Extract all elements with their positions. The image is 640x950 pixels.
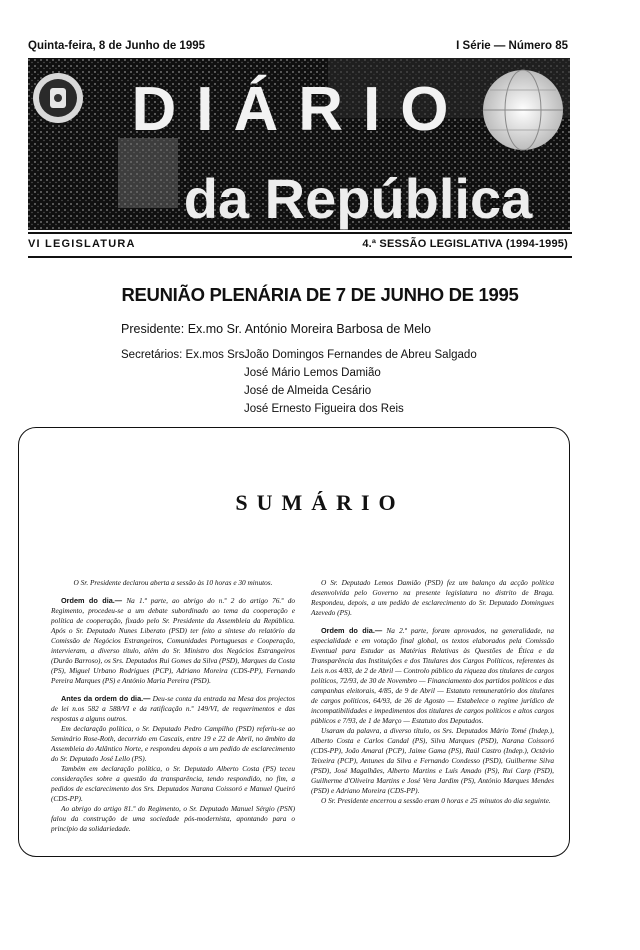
summary-heading: SUMÁRIO	[235, 490, 405, 515]
issue-header	[28, 40, 568, 52]
coat-of-arms-icon	[33, 73, 83, 123]
section-lead: Ordem do dia.—	[61, 596, 123, 605]
summary-paragraph: O Sr. Deputado Lemos Damião (PSD) fez um balanço da acção política desenvolvida pelo Governo na presente legislatura no distrito de Braga. Respondeu, depois, a um pedido de esclarecimento do Sr. Deputado Domingues Azevedo (PS).	[311, 578, 554, 617]
rule-bottom	[28, 256, 572, 258]
page-title: REUNIÃO PLENÁRIA DE 7 DE JUNHO DE 1995	[121, 284, 519, 305]
legislature-label: VI LEGISLATURA	[28, 238, 136, 250]
secretary-name: José Ernesto Figueira dos Reis	[244, 403, 404, 415]
secretaries-label: Secretários: Ex.mos Srs.	[121, 349, 248, 361]
globe-icon	[483, 70, 563, 150]
summary-paragraph: O Sr. Presidente encerrou a sessão eram 0 horas e 25 minutos do dia seguinte.	[321, 796, 551, 805]
president-line	[121, 322, 431, 336]
section-lead: Ordem do dia.—	[321, 626, 383, 635]
president-name: António Moreira Barbosa de Melo	[244, 322, 431, 336]
masthead-banner	[28, 58, 570, 230]
summary-column-right	[311, 578, 554, 806]
masthead-word-republica: da República	[183, 167, 533, 230]
summary-paragraph: Também em declaração política, o Sr. Deputado Alberto Costa (PS) teceu considerações sobre a questão da transparência, tendo respondido, no fim, a pedidos de esclarecimento dos Srs. Deputados Narana Coissoró e Manuel Queiró (CDS-PP).	[51, 764, 295, 803]
president-label: Presidente: Ex.mo Sr.	[121, 322, 242, 336]
secretaries-list	[244, 349, 477, 421]
rule-top	[28, 232, 572, 234]
summary-paragraph: Antes da ordem do dia.— Deu-se conta da entrada na Mesa dos projectos de lei n.os 582 a 588/VI e da ratificação n.º 149/VI, de requerimentos e das respostas a alguns outros.	[51, 694, 295, 723]
summary-paragraph: Usaram da palavra, a diverso título, os Srs. Deputados Mário Tomé (Indep.), Alberto Costa e Carlos Candal (PS), Silva Marques (PSD), Narana Coissoró (CDS-PP), João Amaral (PCP), Jaime Gama (PS), Raúl Castro (Indep.), Octávio Teixeira (PCP), Antunes da Silva e Fernando Condesso (PSD), Guilherme Silva (PSD), José Magalhães, Alberto Martins e Luís Amado (PS), Rui Carp (PSD), Guilherme d'Oliveira Martins e José Vera Jardim (PS), António Marques Mendes (PSD) e Adriano Moreira (CDS-PP).	[311, 726, 554, 795]
legislative-session: 4.ª SESSÃO LEGISLATIVA (1994-1995)	[362, 238, 568, 250]
secretary-name: José Mário Lemos Damião	[244, 367, 381, 379]
legislature-row	[28, 238, 568, 250]
section-lead: Antes da ordem do dia.—	[61, 694, 151, 703]
summary-paragraph: Ordem do dia.— Na 1.ª parte, ao abrigo do n.º 2 do artigo 76.º do Regimento, procedeu-se a um debate subordinado ao tema da cooperação e política de cooperação, fixado pelo Sr. Presidente da Assembleia da República. Após o Sr. Deputado Nunes Liberato (PSD) ter feito a síntese do relatório da Comissão de Negócios Estrangeiros, Comunidades Portuguesas e Cooperação, intervieram, a diverso título, além do Sr. Ministro dos Negócios Estrangeiros (Durão Barroso), os Srs. Deputados Rui Gomes da Silva (PSD), Marques da Costa (PS), Miguel Urbano Rodrigues (PCP), Adriano Moreira (CDS-PP), Fernando Pereira Marques (PS) e António Maria Pereira (PSD).	[51, 596, 295, 685]
summary-paragraph: O Sr. Presidente declarou aberta a sessão às 10 horas e 30 minutos.	[73, 578, 273, 587]
masthead-word-diario: DIÁRIO	[131, 75, 469, 144]
series-number: I Série — Número 85	[456, 40, 568, 52]
masthead-artwork	[28, 58, 570, 230]
summary-paragraph: Ordem do dia.— Na 2.ª parte, foram aprovados, na generalidade, na especialidade e em votação final global, os textos elaborados pela Comissão Eventual para Estudar as Matérias Relativas às Questões de Ética e da Transparência das Instituições e dos Titulares dos Cargos Políticos, referentes às Leis n.os 4/83, de 2 de Abril — Controlo público da riqueza dos titulares de cargos políticos, 72/93, de 30 de Novembro — Financiamento dos partidos políticos e das campanhas eleitorais, 4/85, de 9 de Abril — Estatuto remuneratório dos titulares de cargos políticos, 64/93, de 26 de Agosto — Estabelece o regime jurídico de incompatibilidades e impedimentos dos titulares de cargos políticos e altos cargos públicos e 7/93, de 1 de Março — Estatuto dos Deputados.	[311, 626, 554, 725]
summary-paragraph: Em declaração política, o Sr. Deputado Pedro Campilho (PSD) referiu-se ao Seminário Rose-Roth, decorrido em Cascais, entre 19 e 22 de Abril, no âmbito da Assembleia do Atlântico Norte, e respondeu depois a um pedido de esclarecimento do Sr. Deputado José Lello (PS).	[51, 724, 295, 763]
summary-paragraph: Ao abrigo do artigo 81.º do Regimento, o Sr. Deputado Manuel Sérgio (PSN) falou da construção de uma sociedade pós-modernista, apontando para o princípio da solidariedade.	[51, 804, 295, 833]
secretary-name: José de Almeida Cesário	[244, 385, 372, 397]
secretaries-block	[121, 349, 477, 415]
issue-date: Quinta-feira, 8 de Junho de 1995	[28, 40, 206, 52]
secretary-name: João Domingos Fernandes de Abreu Salgado	[244, 349, 477, 361]
summary-column-left	[51, 578, 295, 834]
